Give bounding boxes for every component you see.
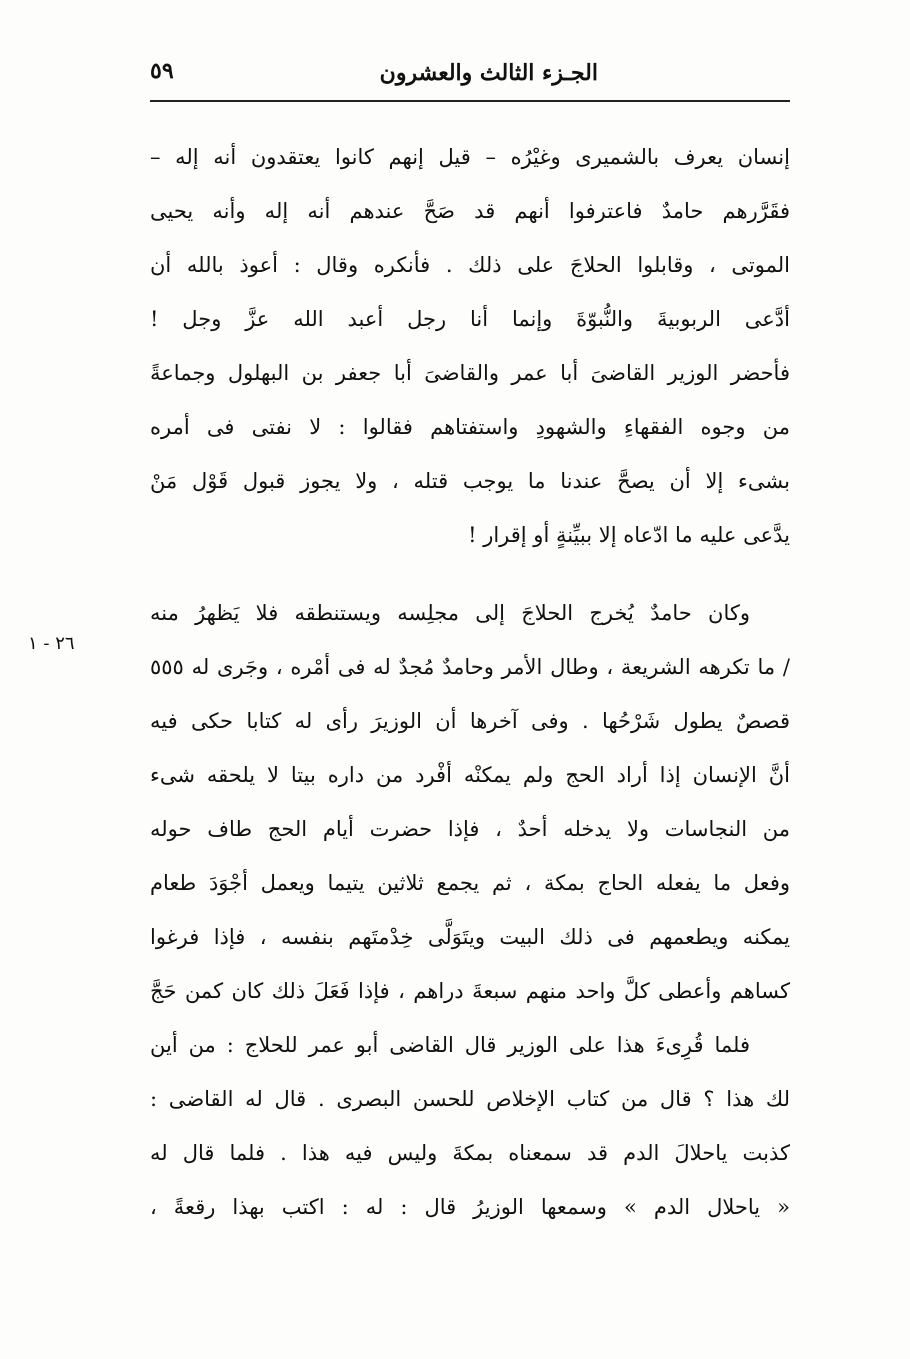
text-line: يمكنه ويطعمهم فى ذلك البيت ويتَوَلَّى خِدْمتَهم بنفسه ، فإذا فرغوا [150, 925, 790, 949]
text-line: بشىء إلا أن يصحَّ عندنا ما يوجب قتله ، ولا يجوز قبول قَوْل مَنْ [150, 469, 790, 493]
header-rule [150, 100, 790, 102]
page-number: ٥٩ [150, 58, 174, 84]
text-line: / ما تكرهه الشريعة ، وطال الأمر وحامدٌ مُجدٌ له فى أمْره ، وجَرى له ٥٥٥ [150, 655, 790, 679]
text-line: قصصٌ يطول شَرْحُها . وفى آخرها أن الوزيرَ رأى له كتابا حكى فيه [150, 709, 790, 733]
margin-reference: ٢٦ - ١ [28, 633, 75, 654]
text-line: يدَّعى عليه ما ادّعاه إلا ببيِّنةٍ أو إقرار ! [468, 523, 790, 547]
running-title: الجـزء الثالث والعشرون [379, 60, 598, 86]
text-line: كساهم وأعطى كلَّ واحد منهم سبعةَ دراهم ، فإذا فَعَلَ ذلك كان كمن حَجَّ [150, 979, 790, 1003]
text-line: من النجاسات ولا يدخله أحدٌ ، فإذا حضرت أيام الحج طاف حوله [150, 817, 790, 841]
text-line: إنسان يعرف بالشميرى وغيْرُه – قيل إنهم كانوا يعتقدون أنه إله – [150, 145, 790, 169]
text-line: الموتى ، وقابلوا الحلاجَ على ذلك . فأنكره وقال : أعوذ بالله أن [150, 253, 790, 277]
paragraph-gap [150, 562, 790, 586]
text-line: وكان حامدٌ يُخرج الحلاجَ إلى مجلِسه ويستنطقه فلا يَظهرُ منه [150, 601, 750, 625]
paragraph-1 [150, 130, 790, 562]
text-line: فأحضر الوزير القاضىَ أبا عمر والقاضىَ أبا جعفر بن البهلول وجماعةً [150, 361, 790, 385]
text-line: كذبت ياحلالَ الدم قد سمعناه بمكةَ وليس فيه هذا . فلما قال له [150, 1141, 790, 1165]
paragraph-3 [150, 1018, 790, 1234]
text-line: من وجوه الفقهاءِ والشهودِ واستفتاهم فقالوا : لا نفتى فى أمره [150, 415, 790, 439]
text-line: أنَّ الإنسان إذا أراد الحج ولم يمكنْه أفْرد من داره بيتا لا يلحقه شىء [150, 763, 790, 787]
text-line: أدَّعى الربوبيةَ والنُّبوّةَ وإنما أنا رجل أعبد الله عزَّ وجل ! [150, 307, 790, 331]
text-line: فقَرَّرهم حامدٌ فاعترفوا أنهم قد صَحَّ عندهم أنه إله وأنه يحيى [150, 199, 790, 223]
text-line: « ياحلال الدم » وسمعها الوزيرُ قال : له : اكتب بهذا رقعةً ، [150, 1195, 790, 1219]
page-header [150, 58, 790, 102]
paragraph-2 [150, 586, 790, 1018]
body-text [150, 130, 790, 1234]
text-line: فلما قُرِىءَ هذا على الوزير قال القاضى أبو عمر للحلاج : من أين [150, 1033, 750, 1057]
text-line: وفعل ما يفعله الحاج بمكة ، ثم يجمع ثلاثين يتيما ويعمل أجْوَدَ طعام [150, 871, 790, 895]
text-line: لك هذا ؟ قال من كتاب الإخلاص للحسن البصرى . قال له القاضى : [150, 1087, 790, 1111]
